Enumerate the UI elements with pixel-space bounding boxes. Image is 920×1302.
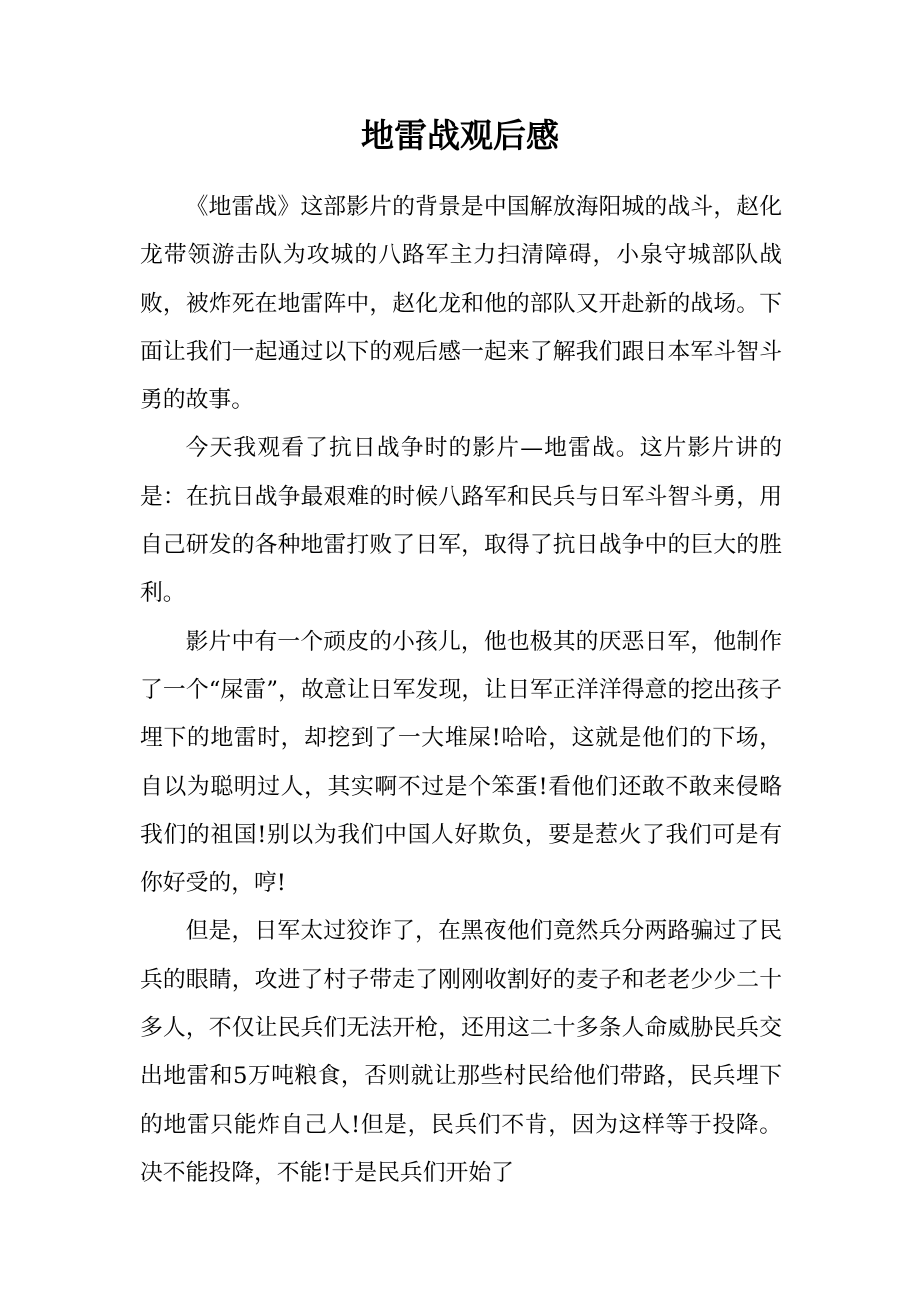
paragraph: 影片中有一个顽皮的小孩儿，他也极其的厌恶日军，他制作了一个“屎雷”，故意让日军发现，让日军正洋洋得意的挖出孩子埋下的地雷时，却挖到了一大堆屎!哈哈，这就是他们的下场，自以为聪明过人，其实啊不过是个笨蛋!看他们还敢不敢来侵略我们的祖国!别以为我们中国人好欺负，要是惹火了我们可是有你好受的，哼! (140, 628, 782, 897)
paragraph: 今天我观看了抗日战争时的影片—地雷战。这片影片讲的是：在抗日战争最艰难的时候八路军和民兵与日军斗智斗勇，用自己研发的各种地雷打败了日军，取得了抗日战争中的巨大的胜利。 (140, 435, 782, 607)
document-body (140, 183, 782, 1197)
document-title: 地雷战观后感 (361, 116, 559, 155)
paragraph: 《地雷战》这部影片的背景是中国解放海阳城的战斗，赵化龙带领游击队为攻城的八路军主力扫清障碍，小泉守城部队战败，被炸死在地雷阵中，赵化龙和他的部队又开赴新的战场。下面让我们一起通过以下的观后感一起来了解我们跟日本军斗智斗勇的故事。 (140, 194, 782, 414)
paragraph: 但是，日军太过狡诈了，在黑夜他们竟然兵分两路骗过了民兵的眼睛，攻进了村子带走了刚刚收割好的麦子和老老少少二十多人，不仅让民兵们无法开枪，还用这二十多条人命威胁民兵交出地雷和5万吨粮食，否则就让那些村民给他们带路，民兵埋下的地雷只能炸自己人!但是，民兵们不肯，因为这样等于投降。决不能投降，不能!于是民兵们开始了 (140, 918, 782, 1186)
